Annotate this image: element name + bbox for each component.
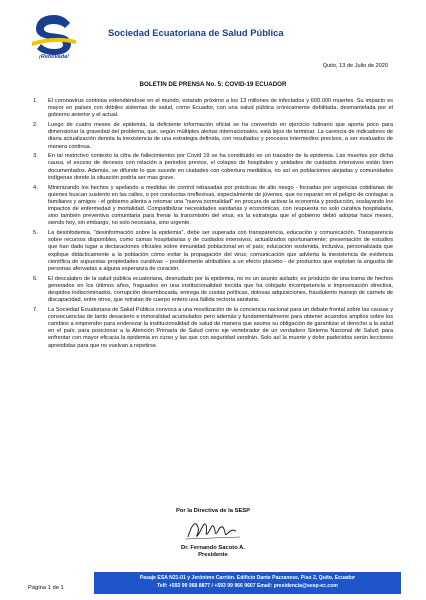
paragraph-number: 1.: [33, 98, 38, 104]
handwritten-signature: [178, 517, 248, 543]
footer-contact-bar: [94, 572, 401, 594]
paragraph-text: El descalabro de la salud pública ecuatoriana, desnudado por la epidemia, no es un asunto aislado; es producto de una trama de hechos generados en los últimos años, fraguados en una institucionalidad torcida que ha cobijado incompetencia e improvisación directiva, despidos indiscriminados, corrupción desembozada, entrega de cuotas políticas, dolosas adquisiciones, fraudulento manejo de carnets de discapacidad, entre otros, que retratan de cuerpo entero una fallida rectoría sanitaria.: [48, 275, 393, 304]
paragraph-2: [33, 122, 393, 151]
press-release-body: [33, 98, 393, 352]
footer-contact-text: [94, 575, 401, 590]
paragraph-number: 7.: [33, 306, 38, 313]
paragraph-number: 5.: [33, 230, 38, 237]
signature-org-line: Por la Directiva de la SESP: [175, 508, 251, 514]
signature-block: [0, 508, 426, 558]
logo-tagline: ¡Renovada!: [39, 54, 69, 59]
paragraph-number: 4.: [33, 184, 38, 191]
paragraph-text: Luego de cuatro meses de epidemia, la deficiente información oficial se ha convertido en ejercicio rutinario que aporta poco para dimensionar la gravedad del problema, que, según múltiples alertas internacionales, está lejos de terminar. La carencia de indicadores de diaria actualización denota la inexistencia de una estrategia definida, con resultados y procesos intermedios precisos, a ser evaluados de manera continua.: [48, 122, 393, 150]
paragraph-text: La Sociedad Ecuatoriana de Salud Pública convoca a una movilización de la conciencia nacional para un debate frontal sobre las causas y consecuencias de tanto desacierto e inmoralidad acumulados pero además y fundamentalmente para obtener acuerdos amplios sobre los cambios a emprender para enderezar la institucionalidad de salud de manera que asuma su obligación de garantizar el derecho a la salud en el país; para posicionar a la Atención Primaria de Salud como eje vertebrador de un verdadero Sistema Nacional de Salud; para enfrentar con mayor eficacia la epidemia en curso y las que con seguridad vendrán. Solo así la muerte y dolor padecidos serán lecciones aprendidas para que no vuelvan a repetirse.: [48, 306, 393, 349]
sesp-logo: [30, 11, 78, 59]
paragraph-3: [33, 153, 393, 182]
paragraph-5: [33, 230, 393, 273]
paragraph-number: 2.: [33, 122, 38, 129]
paragraph-text: La desinfodemia, "desinformación sobre la epidemia", debe ser superada con transparencia, educación y comunicación. Transparencia sobre recursos disponibles, como camas hospitalarias y de cuidados intensivos, actualizados oportunamente; presentación de estudios que han dado lugar a declaraciones oficiales sobre inmunidad poblacional en el país; educación sostenida, inclusiva, personalizada que explique didácticamente a la población cómo evitar la propagación del virus; comunicación que advierta la inexistencia de evidencia científica de supuestas propiedades curativas – posiblemente atribuibles a un efecto placebo - de productos que explotan la angustia de personas afervadas a alguna esperanza de curación.: [48, 230, 393, 272]
paragraph-number: 6.: [33, 275, 38, 282]
paragraph-7: [33, 307, 393, 350]
paragraph-4: [33, 185, 393, 228]
paragraph-number: 3.: [33, 153, 38, 160]
signer-name: Dr. Fernando Sacoto A.: [181, 545, 245, 551]
footer-contact: Telf: +593 99 968 8877 / +593 99 966 9607 Email: presidencia@sesp-ec.com: [157, 582, 338, 589]
footer-address: Pasaje ESA N21-01 y Jerónimo Carrión. Edificio Dante Pazzanese, Piso 2, Quito, Ecuador: [139, 575, 356, 581]
paragraph-text: Minimizando los hechos y apelando a medidas de control rebasadas por prácticas de alto riesgo - forzadas por urgencias cotidianas de quienes buscan sustento en las calles, o por conductas irreflexivas, especialmente de jóvenes, que no reparan en el peligro de contagiar a familiares y amigos - el gobierno alienta a retomar una "nueva normalidad" en procura de activar la economía y producción, soslayando los impactos de enfermedad y mortalidad. Compatibilizar necesidades sanitarias y económicas, con respuesta no solo curativa hospitalaria, sino también preventiva comunitaria para frenar la transmisión del virus, es la estrategia que el gobierno debió adoptar hace meses, siendo hoy, sin embargo, no solo necesaria, sino urgente.: [48, 184, 393, 227]
press-release-title: BOLETIN DE PRENSA No. 5: COVID-19 ECUADOR: [139, 81, 287, 88]
organization-title: Sociedad Ecuatoriana de Salud Pública: [108, 27, 284, 38]
paragraph-1: [33, 98, 393, 119]
paragraph-6: [33, 276, 393, 305]
date-line: Quito, 13 de Julio de 2020: [322, 63, 388, 69]
paragraph-text: El coronavirus continúa extendiéndose en el mundo, estando próximo a los 13 millones de infectados y 600.000 muertes. Su impacto es mayor en países con débiles sistemas de salud, como Ecuador, con una salud pública crónicamente debilitada, desmantelada por el gobierno anterior y el actual.: [48, 98, 393, 119]
page-number: Página 1 de 1: [28, 585, 64, 591]
paragraph-text: En tal restrictivo contexto la cifra de fallecimientos por Covid 19 se ha constituido en un trazador de la epidemia. Las muertes por dicha causa, el exceso de decesos con relación a periodos previos, el colapso de hospitales y unidades de cuidados intensivos están bien documentados. Además, se difunde lo que sucede en ciudades con cobertura mediática, no así en poblaciones alejadas y comunidades indígenas donde la situación podría ser mas grave.: [48, 153, 393, 181]
signer-role: Presidente: [198, 552, 228, 558]
